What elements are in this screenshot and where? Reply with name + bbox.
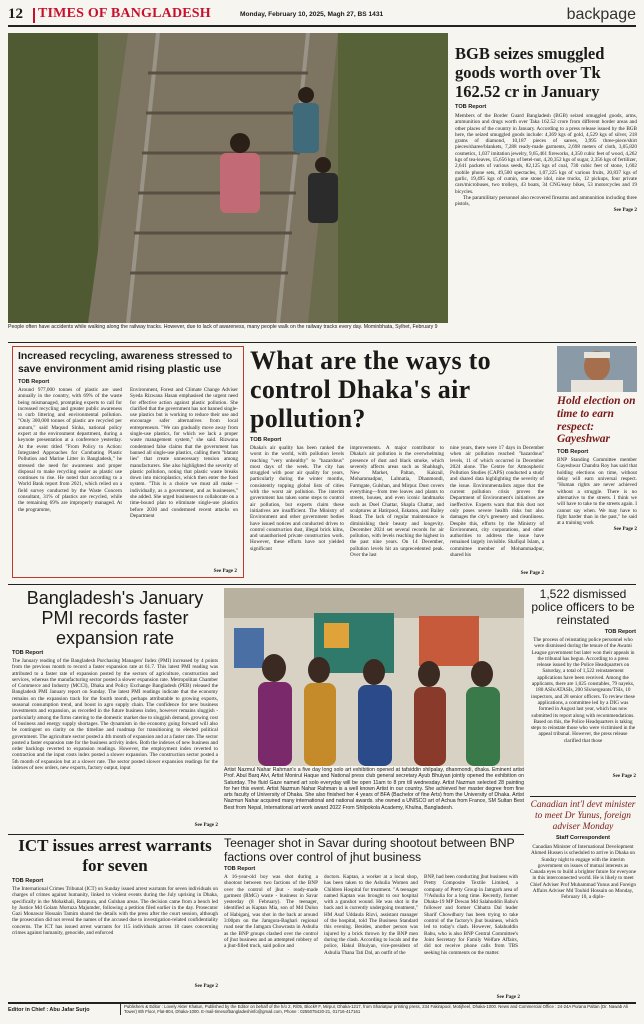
election-article (557, 395, 637, 578)
footer-editor: Editor in Chief : Abu Jafar Surjo (8, 1007, 90, 1013)
ict-see-page[interactable]: See Page 2 (194, 983, 218, 989)
footer-publisher: Publishers & Editor : Lovely Akter Khatun, Published by the Editor on behalf of the h/o 2, R/05, Block# F, Mirpur, Dhaka-1217, from Shariatpur printing press, 234 Fakirapool, Motijheel, Dhaka-1000. News and Commercial Office : 24-24A Purana Paltan (Dr. Nawab Ali Tower) 8th Floor, Flat-804, Dhaka-1000. E-mail-timesofbangladeshinfo@gmail.com, Phone : 0255075420-21, 01716-417161 (120, 1004, 636, 1015)
paper-name: TIMES OF BANGLADESH (38, 6, 211, 21)
election-byline: TOB Report (557, 449, 589, 456)
smuggled-see-page[interactable]: See Page 2 (613, 207, 637, 214)
air-see-page[interactable]: See Page 2 (520, 570, 544, 576)
election-body: BNP Standing Committee member Gayeshwar Chandra Roy has said that holding elections on time, without delay will earn universal respect. "Human rights are never achieved without a struggle. There is no alternative to the streets. I think we will have to take to the streets again. I cannot say when. We may have to fight harder than in the past," he said at a training work (557, 457, 637, 527)
police-headline: 1,522 dismissed police officers to be reinstated (531, 588, 635, 627)
railway-photo (8, 33, 448, 323)
date-line: Monday, February 10, 2025, Magh 27, BS 1431 (240, 11, 384, 18)
ict-byline: TOB Report (12, 878, 44, 884)
election-headline: Hold election on time to earn respect: Gayeshwar (557, 395, 636, 446)
savar-byline: TOB Report (224, 866, 256, 872)
air-article (250, 346, 550, 578)
art-exhibition-image (224, 588, 524, 766)
recycling-byline: TOB Report (18, 379, 50, 385)
canadian-article (530, 800, 636, 1000)
smuggled-headline: BGB seizes smuggled goods worth over Tk 162.52 cr in January (455, 44, 605, 101)
police-byline: TOB Report (604, 629, 636, 635)
pmi-see-page[interactable]: See Page 2 (194, 822, 218, 828)
section-rule-2 (8, 584, 636, 585)
air-col-3: nine years, there were 17 days in December when air pollution reached "hazardous" levels, 11 of which occurred in December 2024 alone. The Centre for Atmospheric Pollution Studies (CAPS) conducted a study and shared data highlighting the severity of the issue. Environmentalists argue that the current pollution crisis proves the Department of Environment's initiatives are ineffective. Experts warn that this dust not only poses severe health risks but also damages the city's greenery and cleanliness. Despite this, efforts by the Ministry of Environment, city corporations, and other authorities to address the issue have remained largely invisible. Shafiqul Islam, a committee member of Mohammadpur, shared his (450, 445, 544, 559)
police-body: The process of reinstating police personnel who were dismissed during the tenure of the Awami League government but later won their appeals in the tribunal has begun. According to a press release issued by the Police Headquarters on Saturday, a total of 1,522 reinstatement applications have been received. Among the applicants, there are 1,025 constables, 79 nayeks, 180 ASIs/ATASIs, 200 SIs/sergeants/TSIs, 10 inspectors, and 28 senior officers. To review these applications, a committee led by a DIG was formed in August last year, which has now submitted its report along with recommendations. Based on this, the Police Headquarters is taking steps to reinstate those who were victimised in the appeal tribunal. However, the press release clarified that those (530, 637, 636, 744)
recycling-headline: Increased recycling, awareness stressed to save environment amid rising plastic use (18, 351, 233, 375)
railway-photo-image (8, 33, 448, 323)
gayeshwar-portrait (557, 346, 637, 392)
ict-article (12, 836, 218, 1000)
police-rule (530, 796, 636, 797)
pmi-body: The January reading of the Bangladesh Purchasing Managers' Index (PMI) increased by 4 points from the previous month to record a faster expansion rate at 61.7. This latest PMI reading was attributed to a faster rate of expansion posted by the sectors of agriculture, construction and services, whereas the manufacturing sector posted a slower expansion rate. Metropolitan Chamber of Commerce and Industry (MCCI), Dhaka and Policy Exchange Bangladesh (PEB) released the Bangladesh PMI January report on Sunday. The latest PMI readings indicate that the economy remains on the expansion track for the fourth month, perhaps attributable to growing exports, seasonal consumption trend, and boost in agro supply chain. The confidence for new business investments and expansion, as recorded in the future business index, however remains sluggish - particularly among the firms catering to the domestic market due to sluggish demand, growing cost of business and energy supply shortages. The dynamism in the economy going forward will also be contingent on clarity on the timeline and roadmap for transitioning to elected political government. The agriculture sector posted a 4th month of expansion and at a faster rate. The sector posted a faster expansion rate for the business activity index. Both the indexes of new business and order backlogs reverted to expansion readings. However, the employment index reverted to contraction and the input costs index posted a slower expansion. The construction sector posted a 5th month of expansion but at a slower rate. The sector posted slower expansion readings for the indexes of new orders, new exports, factory output, input (12, 658, 218, 772)
art-photo (224, 588, 524, 766)
section-rule-3 (8, 834, 524, 835)
smuggled-body-2: The paramilitary personnel also recovered firearms and ammunition including three pistols, (455, 194, 637, 208)
savar-col-1: A 16-year-old boy was shot during a shootout between two factions of the BNP over the control of jhut - ready-made garment (RMG) waste - business in Savar yesterday (8 February). The teenager, identified as Kaptan Mia, son of Md Dulon of Habiganj, was shot in the back at around 3:00pm on the Jamgora-Baghari regional road near the Jamgara Chowrasta in Ashulia as the BNP groups clashed over the control of jhut business and an attempted robbery of a jhut-filled truck, said police and (224, 874, 318, 950)
footer (8, 1004, 636, 1024)
page-number: 12 (8, 6, 23, 22)
section-rule-1 (8, 342, 636, 343)
recycling-article (12, 346, 244, 578)
pmi-headline: Bangladesh's January PMI records faster expansion rate (26, 588, 204, 648)
election-see-page[interactable]: See Page 2 (613, 526, 637, 533)
canadian-body: Canadian Minister of International Development Ahmed Hussen is scheduled to arrive in Dhaka on Sunday night to engage with the interim government on issues of mutual interests as Canada eyes to build a brighter future for everyone in this interconnected world. He is likely to meet Chief Adviser Prof Muhammad Yunus and Foreign Affairs Adviser Md Touhid Hossain on Monday, February 10, a diplo- (530, 844, 636, 901)
air-col-2: improvements. A major contributor to Dhaka's air pollution is the overwhelming presence of dust and black smoke, which severely affects areas such as Shahbagh, New Market, Paltan, Kakrail, Mohammadpur, Lalmatia, Dhanmondi, Farmgate, Gulshan, and Mirpur. Dust covers everything—from tree leaves and plants to streets, houses, and even iconic landmarks such as Doel Chattar, Shapla Chattar, and sculptures at Hatirpool, Eskaton, and Bailey Road. The lack of regular maintenance is diminishing their beauty and longevity. December 2024 set several records for air pollution, with levels reaching the highest in the past nine years. On 14 December, pollution levels hit an unprecedented peak. Over the last (350, 445, 444, 559)
masthead-rule (8, 25, 636, 27)
masthead-bar-icon (33, 8, 35, 23)
ict-headline: ICT issues arrest warrants for seven (18, 836, 212, 875)
savar-headline: Teenager shot in Savar during shootout between BNP factions over control of jhut business (224, 836, 515, 864)
police-see-page[interactable]: See Page 2 (612, 773, 636, 779)
gayeshwar-photo (557, 346, 637, 392)
air-headline: What are the ways to control Dhaka's air pollution? (250, 346, 491, 433)
recycling-col-2: Environment, Forest and Climate Change Adviser Syeda Rizwana Hasan emphasised the urgent need for effective action against plastic pollution. She clarified that the government has not banned single-use plastics but is working to reduce their use and encourage safer alternatives from local entrepreneurs. "We can gradually move away from single-use plastics, for which we lack a proper waste management system," she said. Rizwana condemned false claims that the government has banned all single-use plastics, calling them "blatant lies" that create unnecessary tension among manufacturers. She also highlighted the severity of plastic pollution, noting that plastic waste breaks down into microplastics, which then enter the food system. "This is a choice we must all make – individually, as a government, and as businesses," she added. She urged businesses to collaborate on a time-bound plan to eliminate single-use plastics before 2030 and condemned recent attacks on Department (130, 387, 238, 519)
railway-caption: People often have accidents while walking along the railway tracks. However, due to lack of awareness, many people walk on the railway tracks every day. Mominbhata, Sylhet, February 9 (8, 324, 438, 330)
canadian-byline: Staff Correspondent (555, 835, 611, 841)
air-col-1: Dhaka's air quality has been ranked the worst in the world, with pollution levels reaching "very unhealthy" to "hazardous" most days of the week. The city has struggled with poor air quality for years, particularly during the winter months, consistently topping global lists of cities with the worst air pollution. The interim government has taken some steps to control air pollution, but experts claim these initiatives are insufficient. The Ministry of Environment and other government bodies have issued notices and conducted drives to control construction dust, illegal brick kilns, and unauthorised private construction work. However, these efforts have not yielded significant (250, 445, 344, 552)
canadian-headline: Canadian int'l devt minister to meet Dr Yunus, foreign adviser Monday (530, 800, 636, 832)
savar-article (224, 836, 524, 1000)
smuggled-article (455, 44, 637, 342)
savar-col-2: doctors. Kaptan, a worker at a local shop, has been taken to the Ashulia Women and Children Hospital for treatment. "A teenager named Kaptan was brought to our hospital with a gunshot wound. He was shot in the back and is currently undergoing treatment," HM Asaf Uddaula Rizvi, assistant manager of the hospital, told The Business Standard this evening. Besides, another person was injured by a brick thrown by the BNP men during the clash. According to locals and the police, Hakul Bhuiyan, vice-president of Ashulia Thana Tati Dal, an outfit of the (324, 874, 418, 956)
savar-see-page[interactable]: See Page 2 (496, 994, 520, 1000)
smuggled-byline: TOB Report (455, 104, 487, 110)
police-article (530, 588, 636, 794)
pmi-byline: TOB Report (12, 650, 44, 656)
pmi-article (12, 588, 218, 833)
section-label: backpage (566, 6, 636, 23)
air-byline: TOB Report (250, 437, 282, 443)
art-caption: Artist Nazmul Nahar Rahman's a five day long solo art exhibition opened at tafsiddin shilpalay, dhanmondi, dhaka. Eminent artist Prof. Abul Barq Alvi, Artist Monirul Haque and National press club general secretary Ayub Bhuiyan jointly opened the exhibition on Saturday. The fluid Gaze named art solo everyday will be open 11am to 8 pm till wednesday. Artist Nazmun selected 28 painting for her this event. Artist Nazmun Nahar Rahman is a well known Artist in our country. She achieved her master degree from fine arts faculty of University of Dhaka. She also finished her 4 years of BFA (Bachelor of fine Arts) from the University of Dhaka. Artist Nazmun Nahar acquired many international and national awards. she owned a UNISCO art of Achua from France, SM Sultan Best Best from Nepal, International art work award 2022 From Shilpokola Academy, Khulna, Bangladesh. (224, 767, 524, 811)
ict-body: The International Crimes Tribunal (ICT) on Sunday issued arrest warrants for seven individuals on charges of crimes against humanity, linked to violent events during the July uprising in Dhaka, specifically in the Mohakhali, Rampura, and Gulshan areas. The decision came from a bench led by Justice Md Golam Mortuza Majumder, following a petition filed earlier in the day. Prosecutor Gazi Monawar Hossain Tamim shared the details with the press after the court session, although the prosecution did not reveal the names of the accused due to investigation-related confidentiality concerns. The ICT has issued arrest warrants for 115 individuals across 18 cases concerning crimes against humanity, genocide, and enforced (12, 886, 218, 937)
recycling-col-1: Around 977,000 tonnes of plastic are used annually in the country, with 69% of the waste being mismanaged, prompting experts to call for increased recycling and greater public awareness to curb littering and environmental pollution. "Only 300,000 tonnes of plastic are recycled per annum," said Maqsud Sinha, national policy expert at the environment department, during a keynote presentation at a conference yesterday. At the event titled "From Policy to Action: Integrated Approaches for Combating Plastic Pollution and Marine Litter in Bangladesh," he stressed the need for awareness and proper disposal to make recycling easier as plastic use continues to rise. He noted that according to a World Bank report from 2021, which relied on a field survey conducted by the Waste Concern consultant, 31% of plastics are recycled, while the remaining 69% are improperly managed. At the programme, (18, 387, 122, 513)
smuggled-body: Members of the Border Guard Bangladesh (BGB) seized smuggled goods, arms, ammunition and drugs worth over Taka 162.52 crore from different border areas and other places of the country in January. According to a press release issued by the BGB here, the seized smuggled goods include: 4,369 kgs of gold, 4,529 kgs of silver, 218 grams of diamond, 10,187 pieces of sarees, 3,995 three-piece/shirt pieces/sharee/blankets, 7,288 ready-made garments, 2,698 meters of cloth, 3,05,820 cosmetics, 1,037 imitation jewelry, 9,65,461 fireworks, 4,350 cubic feet of wood, 4,262 kgs of tea-leaves, 15,656 kgs of betel-nut, 4,20,352 kgs of sugar, 2,356 kgs of fertilizer, 2,641 packets of various seeds, 82,125 kgs of coal, 730 cubic feet of stone, 1,602 mobile phone sets, 49,500 spectacles, 1,07,225 kgs of various fruits, 20,837 kgs of garlic, 19,495 kgs of cumin, one stone idol, nine trucks, 12 pickups, four private cars/microbuses, two trolleys, 43 boats, 34 CNG/easy bikes, 53 motorcycles and 19 bicycles. (455, 113, 637, 195)
recycling-see-page[interactable]: See Page 2 (213, 568, 237, 574)
savar-col-3: BNP, had been conducting jhut business with Pretty Composite Textile Limited, a company of Pretty Group in Jamgarh area of ??Ashulia for a long time. Recently, former Dhaka-19 MP Dewan Md Salahuddin Babu's follower and former Chhatra Dal leader Sharif Chowdhury has been trying to take control of the factory's jhut business, which led to today's clash. However, Salahuddin Babu, who is also BNP Central Committee's Joint Secretary for Family Welfare Affairs, did not receive phone calls from TBS seeking his comments on the matter. (424, 874, 518, 956)
